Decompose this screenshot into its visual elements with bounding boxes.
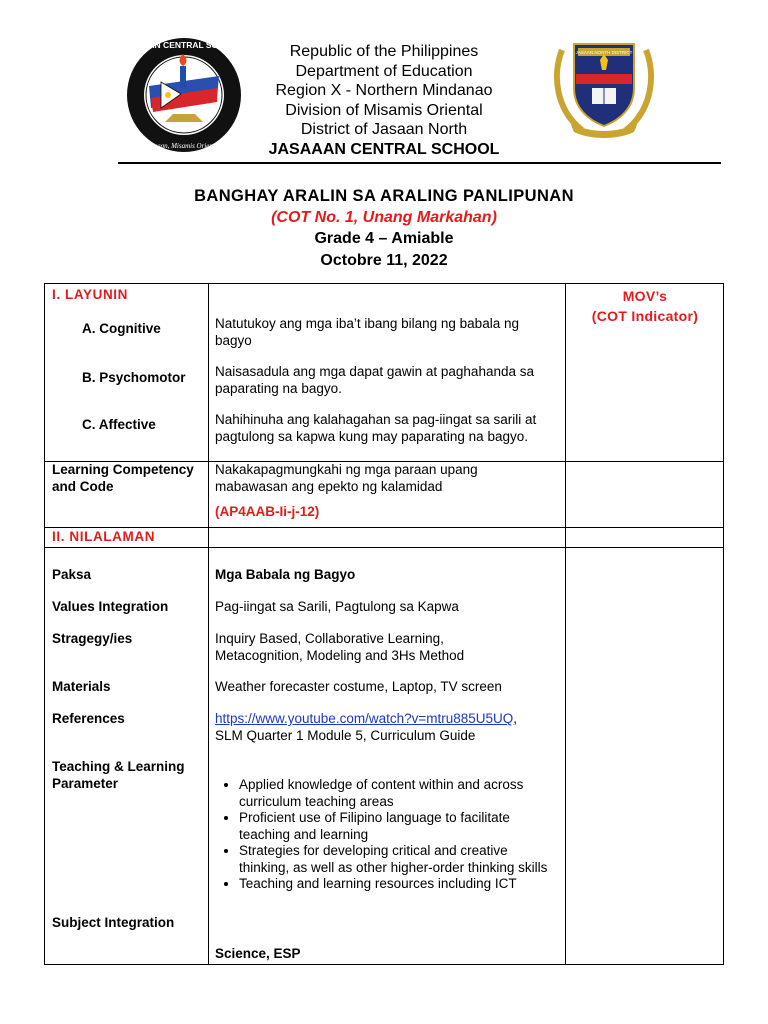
competency-text: Nakakapagmungkahi ng mga paraan upang mabawasan ang epekto ng kalamidad bbox=[215, 462, 478, 494]
references-link[interactable]: https://www.youtube.com/watch?v=mtru885U5UQ bbox=[215, 711, 514, 726]
header-line-5: District of Jasaan North bbox=[300, 121, 468, 138]
competency-label: Learning Competency and Code bbox=[45, 462, 209, 528]
strategy-text: Inquiry Based, Collaborative Learning, Metacognition, Modeling and 3Hs Method bbox=[215, 631, 465, 663]
layunin-row bbox=[45, 284, 724, 462]
document-header bbox=[0, 0, 768, 175]
district-crest-logo bbox=[548, 30, 660, 142]
nilalaman-heading-middle bbox=[209, 528, 566, 548]
nilalaman-heading-right bbox=[566, 528, 724, 548]
mov-cell bbox=[566, 284, 724, 462]
references-rest: , SLM Quarter 1 Module 5, Curriculum Guide bbox=[215, 711, 518, 743]
header-divider bbox=[118, 162, 721, 164]
values-text: Pag-iingat sa Sarili, Pagtulong sa Kapwa bbox=[215, 599, 459, 614]
lesson-plan-table bbox=[44, 283, 724, 965]
lesson-date: Octobre 11, 2022 bbox=[320, 252, 448, 269]
references-text bbox=[215, 711, 535, 744]
nilalaman-heading: II. NILALAMAN bbox=[45, 528, 209, 548]
subject-label: Subject Integration bbox=[52, 915, 175, 930]
parameter-item: • Teaching and learning resources including ICT bbox=[239, 876, 555, 893]
competency-row bbox=[45, 462, 724, 528]
paksa-text: Mga Babala ng Bagyo bbox=[215, 567, 356, 582]
header-line-4: Division of Misamis Oriental bbox=[285, 101, 483, 119]
crest-text: JASAAN NORTH DISTRICT bbox=[575, 50, 633, 55]
subject-text: Science, ESP bbox=[215, 946, 301, 961]
cognitive-text: Natutukoy ang mga iba’t ibang bilang ng babala ng bagyo bbox=[215, 316, 519, 348]
parameter-label: Teaching & Learning Parameter bbox=[52, 759, 185, 791]
strategy-label: Stragegy/ies bbox=[52, 631, 133, 646]
header-line-3: Region X - Northern Mindanao bbox=[275, 82, 493, 99]
parameter-item: • Applied knowledge of content within and across curriculum teaching areas bbox=[239, 777, 555, 810]
parameter-item: • Strategies for developing critical and creative thinking, as well as other higher-order thinking skills bbox=[239, 843, 555, 876]
parameter-list bbox=[215, 777, 555, 893]
mov-heading-line1: MOV’s bbox=[622, 288, 668, 304]
cognitive-label: A. Cognitive bbox=[82, 321, 161, 336]
competency-code: (AP4AAB-Ii-j-12) bbox=[215, 504, 320, 519]
seal-text-bottom: Jasaan, Misamis Oriental bbox=[147, 142, 221, 150]
header-line-2: Department of Education bbox=[295, 62, 473, 80]
mov-heading-line2: (COT Indicator) bbox=[591, 308, 699, 324]
nilalaman-heading-row bbox=[45, 528, 724, 548]
competency-mov-cell bbox=[566, 462, 724, 528]
layunin-heading: I. LAYUNIN bbox=[52, 287, 129, 302]
header-lines bbox=[160, 42, 608, 159]
paksa-label: Paksa bbox=[52, 567, 92, 582]
values-label: Values Integration bbox=[52, 599, 169, 614]
nilalaman-row bbox=[45, 548, 724, 965]
materials-label: Materials bbox=[52, 679, 111, 694]
lesson-plan-title: BANGHAY ARALIN SA ARALING PANLIPUNAN bbox=[194, 187, 574, 205]
title-block bbox=[0, 186, 768, 271]
nilalaman-left-cell bbox=[45, 548, 209, 965]
school-name: JASAAAN CENTRAL SCHOOL bbox=[268, 140, 500, 158]
layunin-left-cell bbox=[45, 284, 209, 462]
parameter-item: • Proficient use of Filipino language to facilitate teaching and learning bbox=[239, 810, 555, 843]
layunin-middle-cell bbox=[209, 284, 566, 462]
affective-label: C. Affective bbox=[82, 417, 156, 432]
psychomotor-text: Naisasadula ang mga dapat gawin at paghahanda sa paparating na bagyo. bbox=[215, 364, 534, 396]
affective-text: Nahihinuha ang kalahagahan sa pag-iingat sa sarili at pagtulong sa kapwa kung may paparating na bagyo. bbox=[215, 412, 537, 444]
nilalaman-right-cell bbox=[566, 548, 724, 965]
psychomotor-label: B. Psychomotor bbox=[82, 370, 186, 385]
materials-text: Weather forecaster costume, Laptop, TV screen bbox=[215, 679, 502, 694]
competency-cell bbox=[209, 462, 566, 528]
grade-section: Grade 4 – Amiable bbox=[314, 230, 454, 247]
references-label: References bbox=[52, 711, 125, 726]
seal-text-top: JASAAN CENTRAL SCHOOL bbox=[125, 40, 243, 50]
header-line-1: Republic of the Philippines bbox=[289, 43, 479, 60]
cot-subtitle: (COT No. 1, Unang Markahan) bbox=[271, 209, 497, 226]
nilalaman-middle-cell bbox=[209, 548, 566, 965]
